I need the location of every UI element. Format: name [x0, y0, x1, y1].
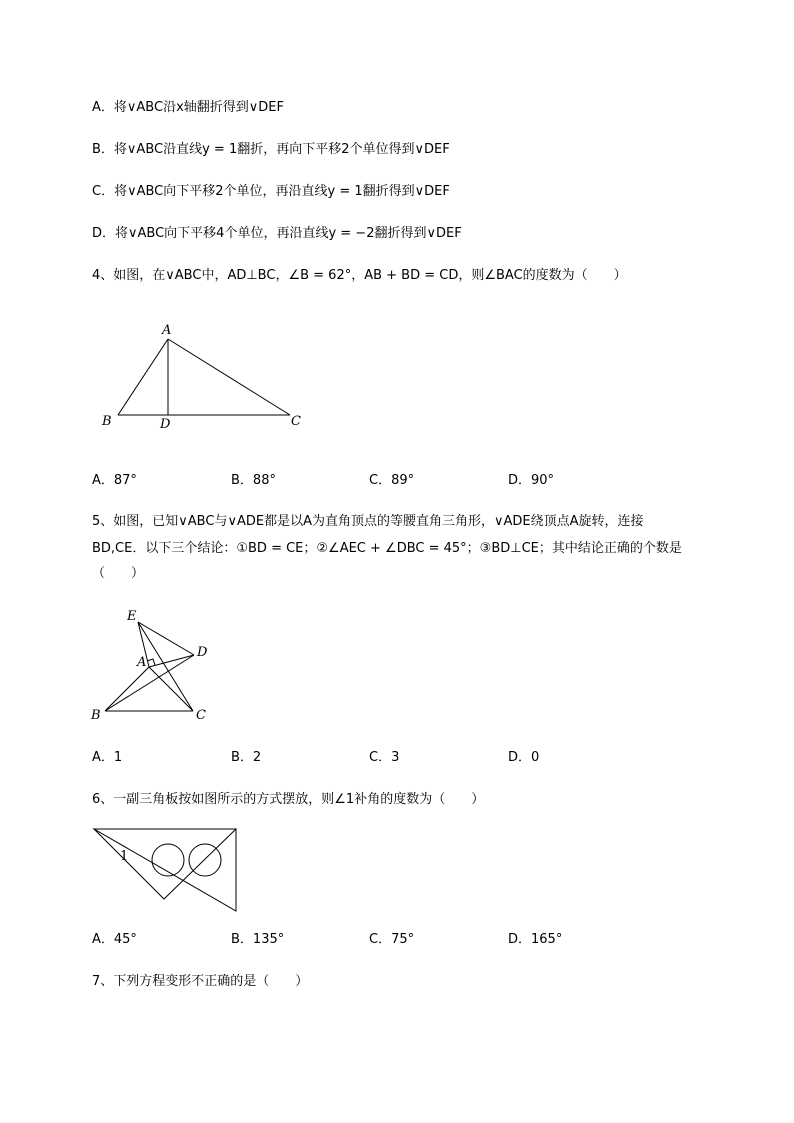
q5-option-c: C．3 [369, 750, 400, 765]
q5-label-b: B [91, 708, 101, 723]
q3-option-d: D．将∨ABC向下平移4个单位，再沿直线y = −2翻折得到∨DEF [92, 226, 462, 241]
q5-right-angle-mark [147, 659, 155, 665]
q4-option-b: B．88° [231, 473, 276, 488]
q4-stem: 4、如图，在∨ABC中，AD⊥BC，∠B = 62°，AB + BD = CD，则∠BAC的度数为（ ） [92, 268, 627, 283]
q4-label-b: B [102, 414, 112, 429]
q3-option-b: B．将∨ABC沿直线y = 1翻折，再向下平移2个单位得到∨DEF [92, 142, 450, 157]
q5-label-c: C [196, 708, 206, 723]
q4-segment-ac [168, 339, 290, 415]
q3-option-c: C．将∨ABC向下平移2个单位，再沿直线y = 1翻折得到∨DEF [92, 184, 450, 199]
q5-stem-line3: （ ） [92, 566, 145, 581]
q6-circle-left [152, 844, 184, 876]
q4-option-d: D．90° [508, 473, 555, 488]
q5-option-b: B．2 [231, 750, 262, 765]
q5-segment-bd [105, 655, 194, 711]
q5-label-e: E [127, 609, 137, 624]
q5-label-d: D [197, 645, 208, 660]
q6-triangle-30-60 [94, 829, 236, 911]
q5-segment-ec [138, 622, 193, 711]
q4-option-a: A．87° [92, 473, 137, 488]
q5-segment-ea [138, 622, 149, 667]
q6-circle-right [189, 844, 221, 876]
q6-option-c: C．75° [369, 932, 415, 947]
q4-option-c: C．89° [369, 473, 415, 488]
q4-triangle [118, 339, 290, 415]
q3-option-a: A．将∨ABC沿x轴翻折得到∨DEF [92, 100, 284, 115]
q6-option-b: B．135° [231, 932, 285, 947]
q5-segment-ed [138, 622, 194, 655]
q4-label-d: D [160, 417, 171, 432]
q4-label-c: C [291, 414, 301, 429]
q6-stem: 6、一副三角板按如图所示的方式摆放，则∠1补角的度数为（ ） [92, 792, 485, 807]
q5-label-a: A [137, 655, 147, 670]
q4-label-a: A [162, 323, 172, 338]
q5-stem-line1: 5、如图，已知∨ABC与∨ADE都是以A为直角顶点的等腰直角三角形，∨ADE绕顶点A旋转，连接 [92, 514, 644, 529]
q6-angle-label-1: 1 [120, 849, 129, 864]
q5-segment-ba [105, 667, 149, 711]
q5-segment-ad [149, 655, 194, 667]
q5-segment-ac [149, 667, 193, 711]
q6-option-a: A．45° [92, 932, 137, 947]
q6-triangle-45 [94, 829, 236, 899]
q5-option-a: A．1 [92, 750, 123, 765]
q4-segment-ab [118, 339, 168, 415]
q6-option-d: D．165° [508, 932, 563, 947]
q5-stem-line2: BD,CE．以下三个结论：①BD = CE；②∠AEC + ∠DBC = 45°；③BD⊥CE；其中结论正确的个数是 [92, 541, 682, 556]
q5-option-d: D．0 [508, 750, 540, 765]
q7-stem: 7、下列方程变形不正确的是（ ） [92, 974, 309, 989]
